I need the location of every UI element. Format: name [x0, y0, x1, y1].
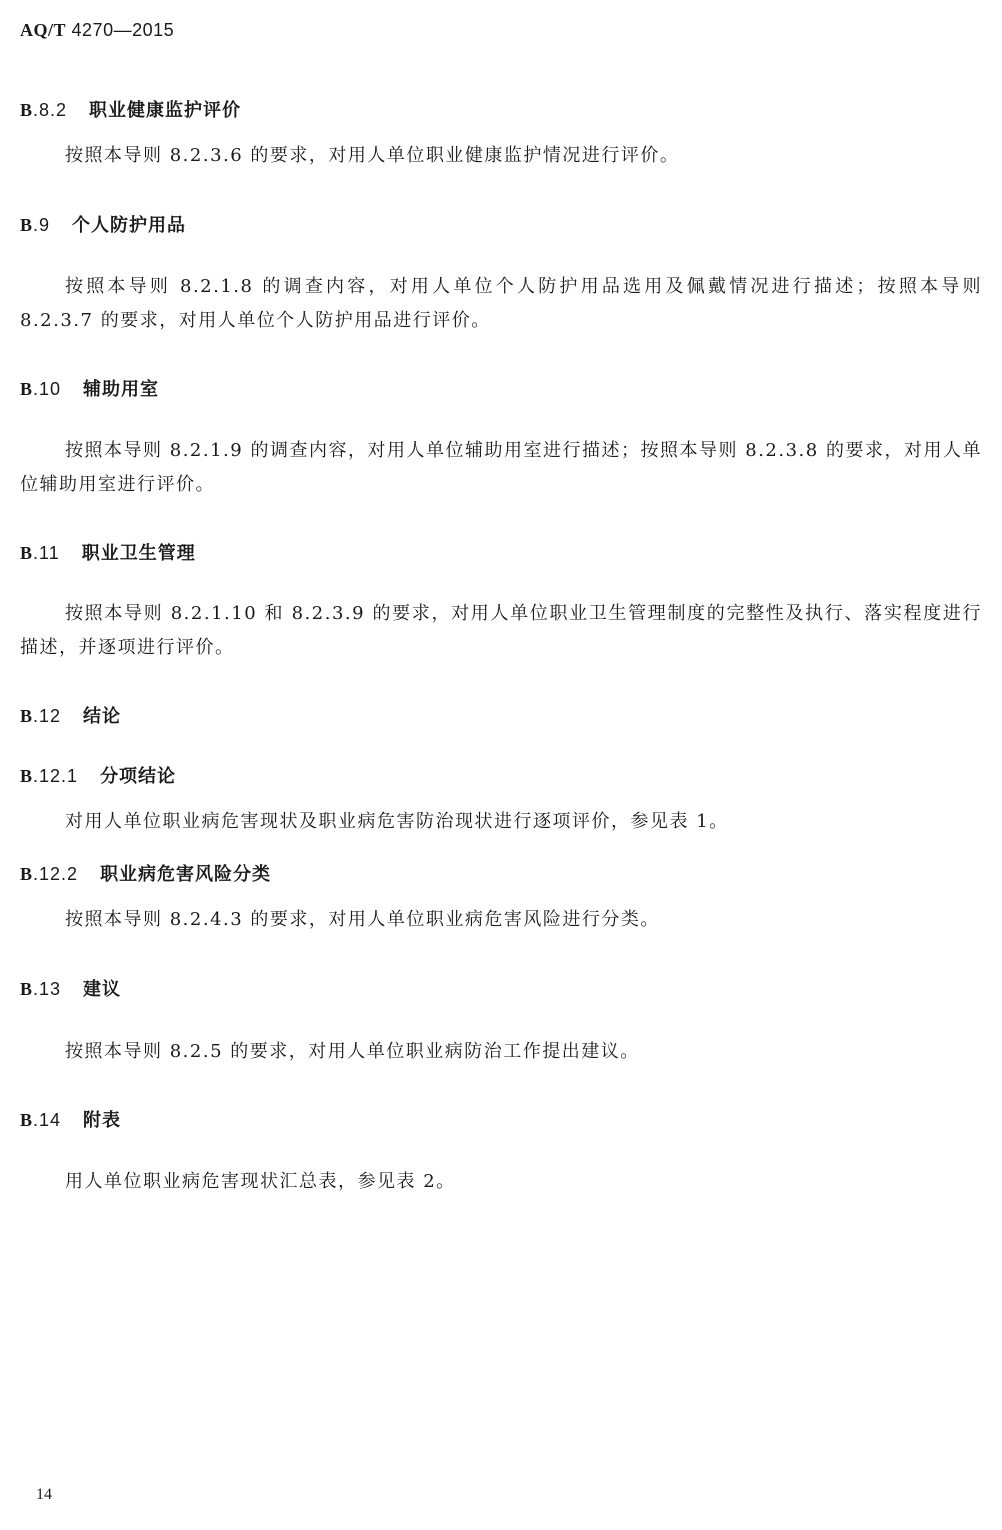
document-header [20, 20, 174, 41]
section-title: 职业健康监护评价 [89, 100, 242, 121]
section-paragraph-b11: 按照本导则 8.2.1.10 和 8.2.3.9 的要求，对用人单位职业卫生管理制度的完整性及执行、落实程度进行描述，并逐项进行评价。 [20, 603, 982, 658]
section-paragraph-b9: 按照本导则 8.2.1.8 的调查内容，对用人单位个人防护用品选用及佩戴情况进行描述；按照本导则 8.2.3.7 的要求，对用人单位个人防护用品进行评价。 [20, 276, 982, 331]
section-title: 辅助用室 [83, 379, 160, 400]
section-title: 职业病危害风险分类 [100, 864, 272, 885]
page-number: 14 [36, 1486, 52, 1503]
section-paragraph-b10: 按照本导则 8.2.1.9 的调查内容，对用人单位辅助用室进行描述；按照本导则 8.2.3.8 的要求，对用人单位辅助用室进行评价。 [20, 440, 982, 495]
section-heading-b9: B.9 个人防护用品 [20, 215, 187, 236]
section-title: 结论 [83, 706, 122, 727]
standard-code: AQ/T [20, 20, 67, 40]
section-heading-b12: B.12 结论 [20, 706, 122, 727]
standard-number: 4270—2015 [71, 20, 175, 40]
section-title: 职业卫生管理 [81, 543, 196, 564]
section-heading-b13: B.13 建议 [20, 979, 122, 1000]
section-title: 建议 [83, 979, 122, 1000]
section-heading-b12-2: B.12.2 职业病危害风险分类 [20, 864, 272, 885]
section-heading-b11: B.11 职业卫生管理 [20, 543, 196, 564]
section-title: 个人防护用品 [72, 215, 187, 236]
section-paragraph-b14: 用人单位职业病危害现状汇总表，参见表 2。 [65, 1171, 456, 1192]
section-heading-b14: B.14 附表 [20, 1110, 122, 1131]
section-title: 附表 [83, 1110, 122, 1131]
section-paragraph-b8-2: 按照本导则 8.2.3.6 的要求，对用人单位职业健康监护情况进行评价。 [65, 145, 680, 166]
section-title: 分项结论 [100, 766, 177, 787]
section-paragraph-b13: 按照本导则 8.2.5 的要求，对用人单位职业病防治工作提出建议。 [65, 1041, 640, 1062]
section-heading-b10: B.10 辅助用室 [20, 379, 160, 400]
section-paragraph-b12-2: 按照本导则 8.2.4.3 的要求，对用人单位职业病危害风险进行分类。 [65, 909, 660, 930]
section-heading-b8-2: B.8.2 职业健康监护评价 [20, 100, 242, 121]
section-heading-b12-1: B.12.1 分项结论 [20, 766, 177, 787]
section-paragraph-b12-1: 对用人单位职业病危害现状及职业病危害防治现状进行逐项评价，参见表 1。 [65, 811, 729, 832]
